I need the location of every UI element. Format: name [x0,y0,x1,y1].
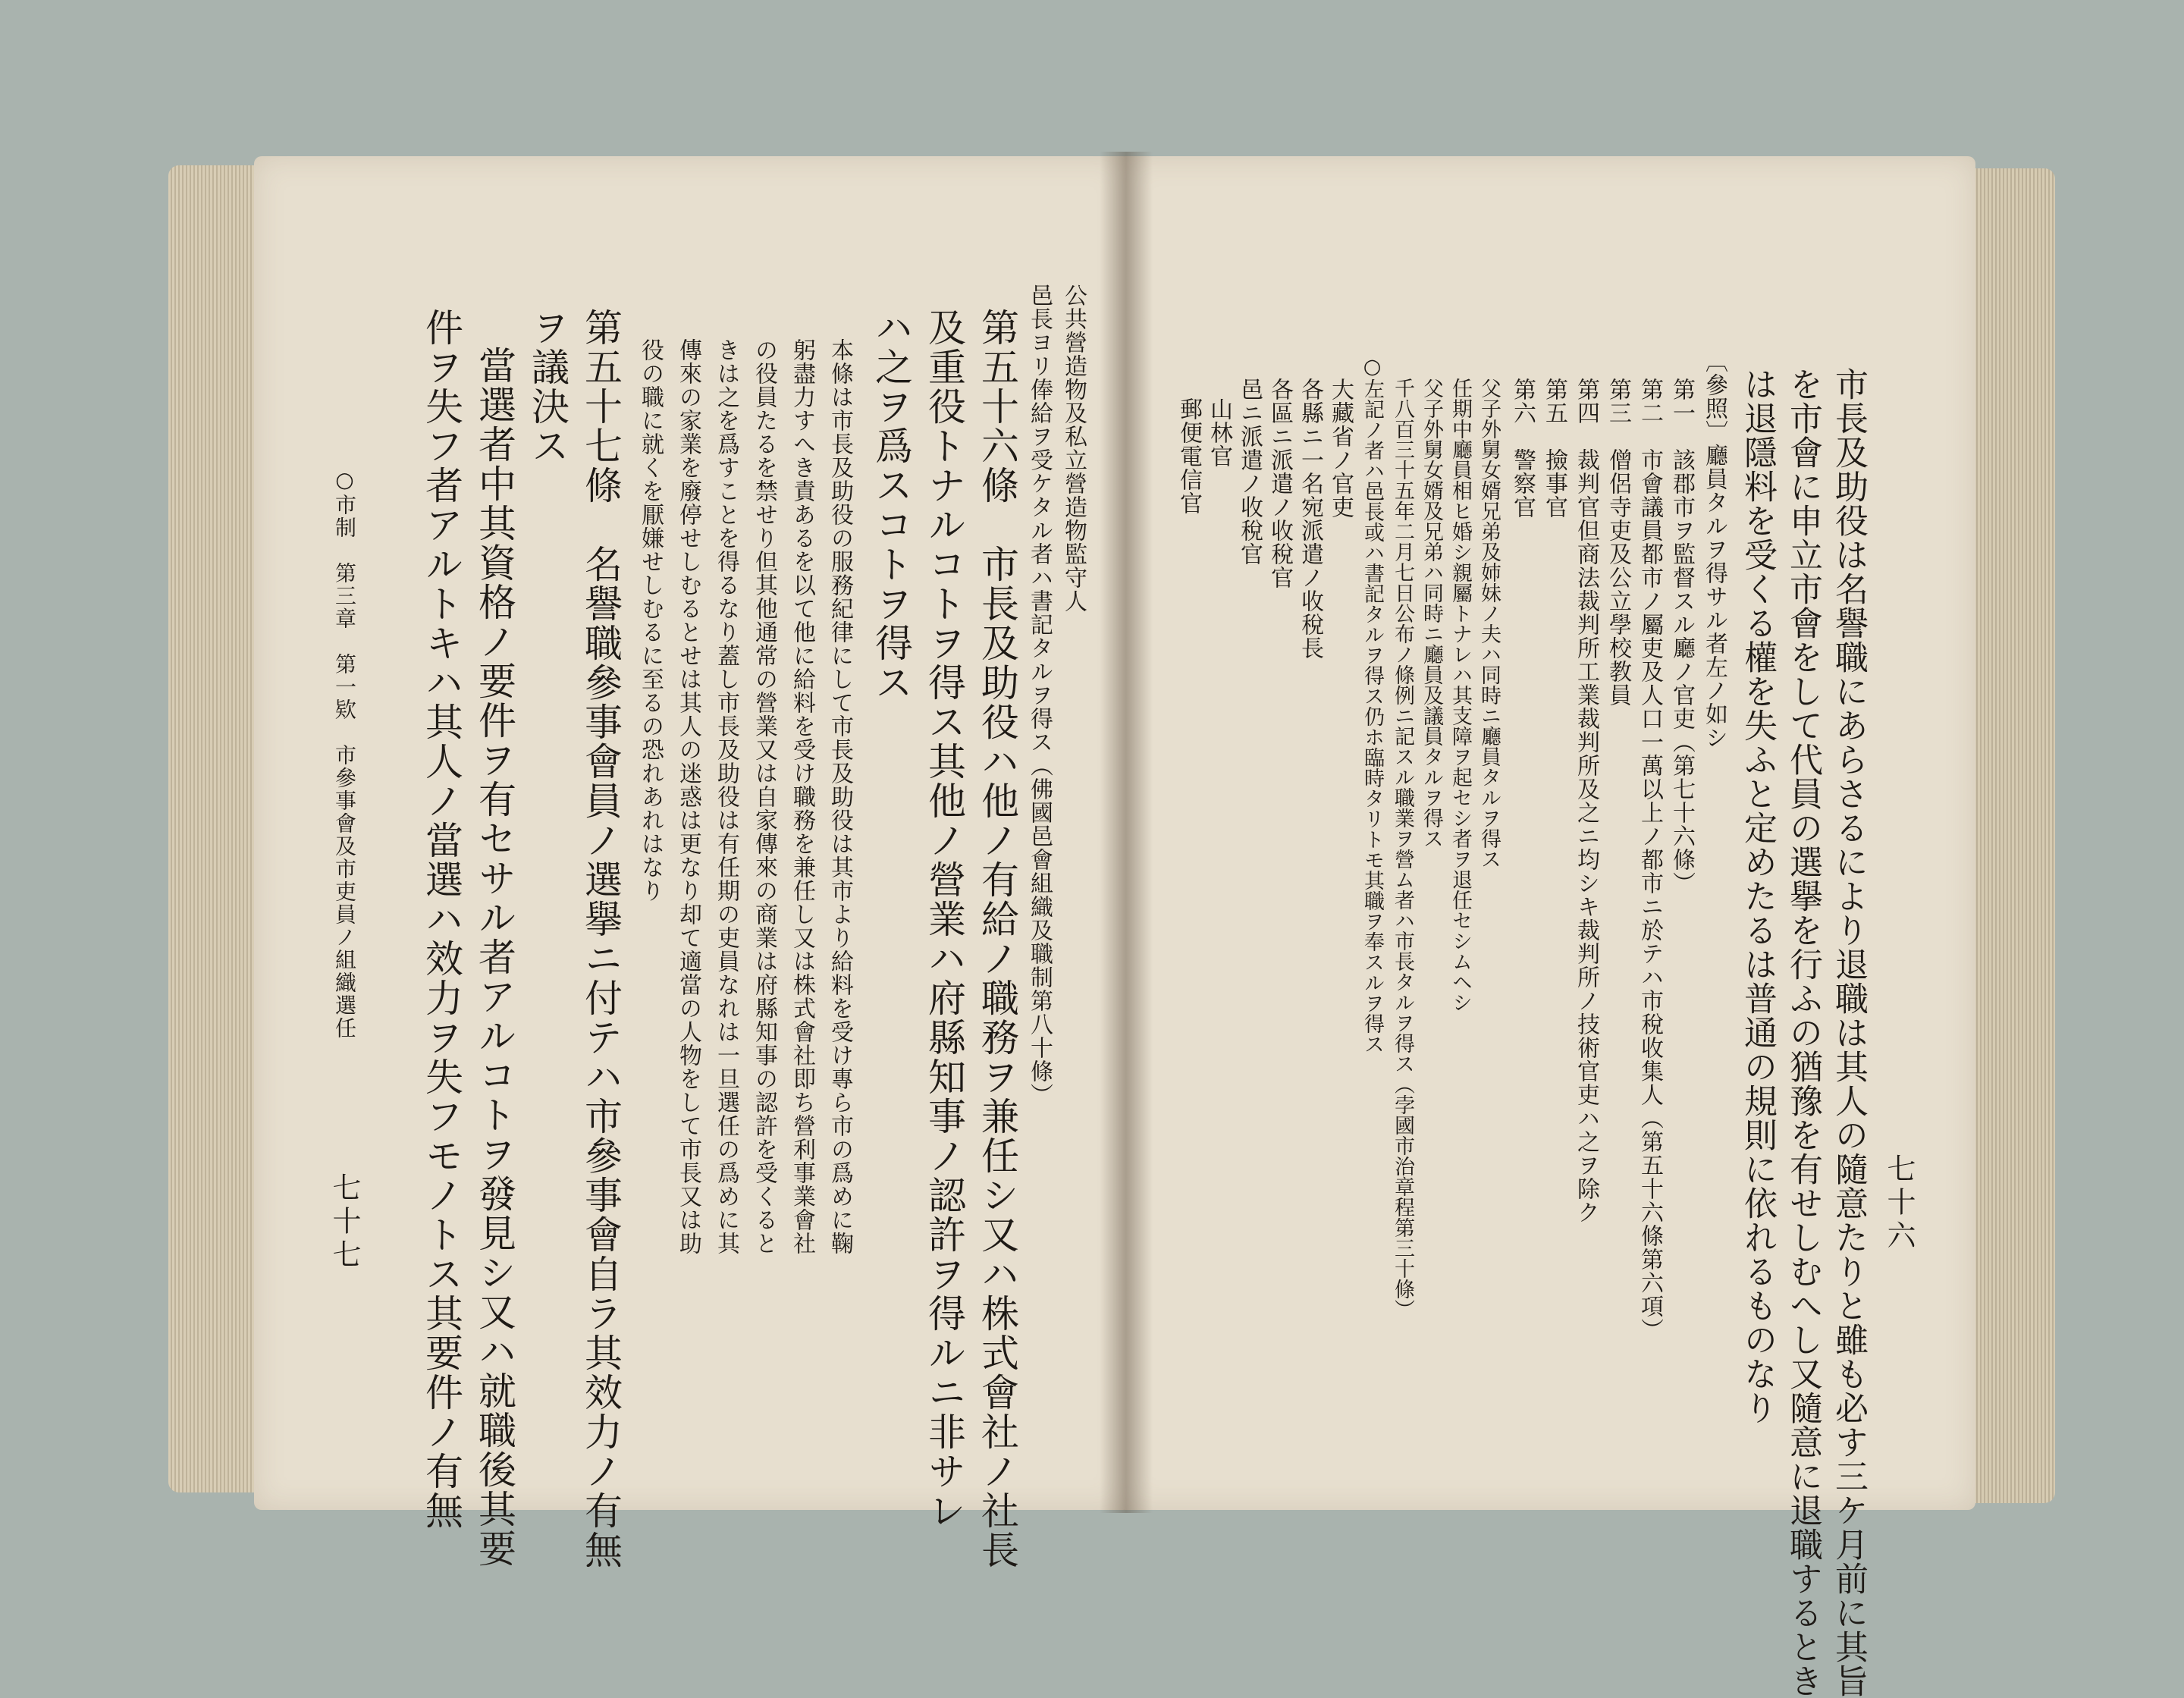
book-gutter [1100,152,1153,1513]
reference-item-1: 第一 該郡市ヲ監督スル廳ノ官吏（第七十六條） [1668,378,1695,895]
reference-heading: 〔參照〕廳員タルヲ得サル者左ノ如シ [1701,350,1727,749]
right-line-1: 市長及助役は名譽職にあらさるにより退職は其人の隨意たりと雖も必す三ケ月前に其旨 [1829,367,1868,1698]
commentary-line-5: 傳來の家業を廢停せしむるとせは其人の迷惑は更なり却て適當の人物をして市長又は助 [675,338,701,1255]
commentary-line-6: 役の職に就くを厭嫌せしむるに至るの恐れあれはなり [637,338,664,902]
right-line-3: は退隱料を受くる權を失ふと定めたるは普通の規則に依れるものなり [1738,367,1777,1425]
commentary-line-2: 躬盡力すへき責あるを以て他に給料を受け職務を兼任し又は株式會社即ち營利事業會社 [789,338,815,1255]
commentary-line-4: きは之を爲すことを得るなり蓋し市長及助役は有任期の吏員なれは一旦選任の爲めに其 [713,338,739,1255]
left-page [254,156,1126,1570]
reference-item-5: 第五 撿事官 [1541,378,1567,519]
page-footer: ○市制 第三章 第一欵 市參事會及市吏員ノ組織選任 [332,467,357,1040]
reference-item-6: 第六 警察官 [1509,378,1536,519]
reference-line-11: ○左記ノ者ハ邑長或ハ書記タルヲ得ス仍ホ臨時タリトモ其職ヲ奉スルヲ得ス [1360,355,1384,1054]
article-57-line-3: 當選者中其資格ノ要件ヲ有セサル者アルコトヲ發見シ又ハ就職後其要 [472,346,516,1568]
reference-line-9: 父子外舅女婿及兄弟ハ同時ニ廳員及議員タルヲ得ス [1420,378,1443,849]
article-57-line-1: 第五十七條 名譽職參事會員ノ選擧ニ付テハ市參事會自ラ其效力ノ有無 [579,308,623,1570]
left-line-1: 公共營造物及私立營造物監守人 [1060,284,1087,613]
article-56-line-3: ハ之ヲ爲スコトヲ得ス [869,308,913,702]
official-list-1: 大藏省ノ官吏 [1327,378,1354,519]
right-page-edges [1970,168,2055,1503]
commentary-line-1: 本條は市長及助役の服務紀律にして市長及助役は其市より給料を受け專ら市の爲めに鞠 [827,338,853,1255]
reference-item-2: 第二 市會議員都市ノ屬吏及人口一萬以上ノ都市ニ於テハ市稅收集人（第五十六條第六項） [1636,378,1663,1342]
article-57-line-4: 件ヲ失フ者アルトキハ其人ノ當選ハ效力ヲ失フモノトス其要件ノ有無 [419,308,463,1530]
page-number-right: 七十六 [1882,1153,1916,1254]
reference-line-7: 父子外舅女婿兄弟及姉妹ノ夫ハ同時ニ廳員タルヲ得ス [1477,378,1501,869]
official-list-3: 各區ニ派遣ノ收稅官 [1266,378,1293,589]
right-line-2: を市會に申立市會をして代員の選擧を行ふの猶豫を有せしむへし又隨意に退職するとき [1784,367,1822,1698]
reference-line-10: 千八百三十五年二月七日公布ノ條例ニ記スル職業ヲ營ム者ハ市長タルヲ得ス（孛國市治章程第三十條） [1391,378,1414,1320]
official-list-6: 郵便電信官 [1175,397,1202,515]
reference-item-4: 第四 裁判官但商法裁判所工業裁判所及之ニ均シキ裁判所ノ技術官吏ハ之ヲ除ク [1573,378,1599,1224]
official-list-5: 山林官 [1206,397,1232,468]
right-page [1122,156,1975,1698]
official-list-2: 各縣ニ一名宛派遣ノ收稅長 [1297,378,1323,660]
official-list-4: 邑ニ派遣ノ收稅官 [1236,378,1263,566]
left-page-edges [168,165,267,1492]
reference-line-8: 任期中廳員相ヒ婚シ親屬トナレハ其支障ヲ起セシ者ヲ退任セシムヘシ [1448,378,1472,1012]
article-56-line-1: 第五十六條 市長及助役ハ他ノ有給ノ職務ヲ兼任シ又ハ株式會社ノ社長 [975,308,1019,1570]
article-56-line-2: 及重役トナルコトヲ得ス其他ノ營業ハ府縣知事ノ認許ヲ得ルニ非サレ [922,308,966,1530]
left-line-2: 邑長ヨリ俸給ヲ受ケタル者ハ書記タルヲ得ス（佛國邑會組織及職制第八十條） [1026,284,1053,1106]
article-57-line-2: ヲ議決ス [526,308,570,466]
reference-item-3: 第三 僧侶寺吏及公立學校教員 [1605,378,1631,707]
page-number-left: 七十七 [328,1172,361,1273]
commentary-line-3: の役員たるを禁せり但其他通常の營業又は自家傳來の商業は府縣知事の認許を受くると [751,338,777,1255]
